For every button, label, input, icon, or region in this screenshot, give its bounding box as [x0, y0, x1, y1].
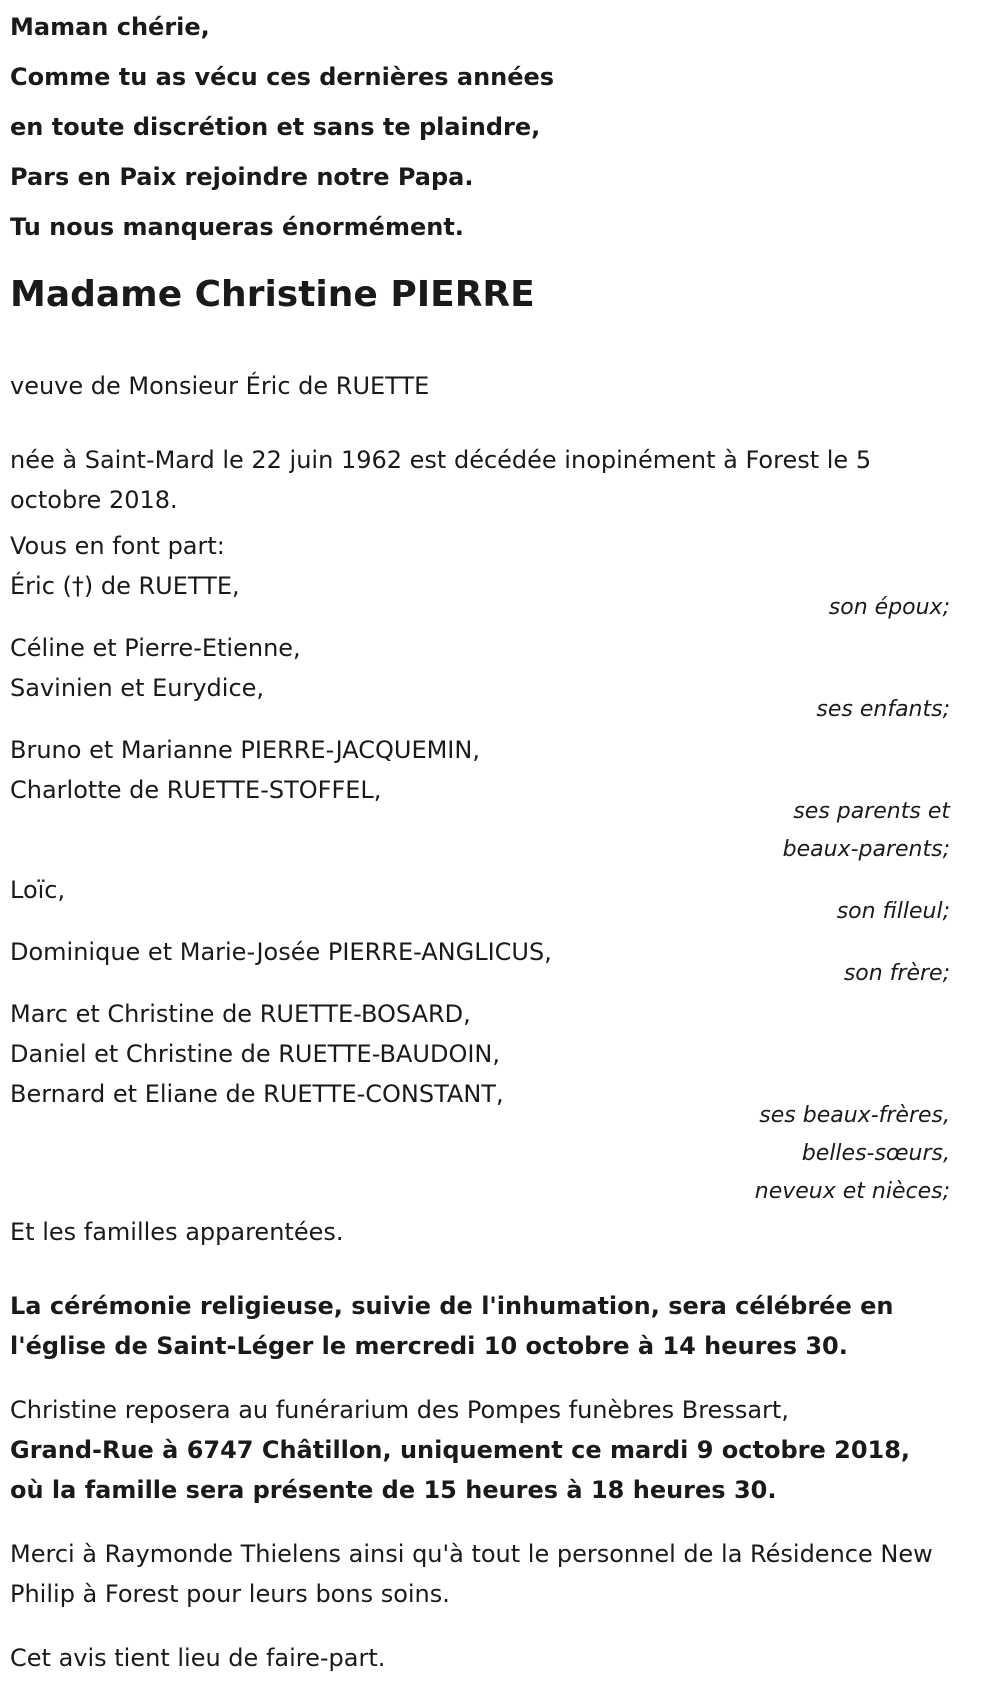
poem-line: Maman chérie, — [10, 13, 210, 41]
poem-line: Comme tu as vécu ces dernières années — [10, 63, 555, 91]
thanks-text: Merci à Raymonde Thielens ainsi qu'à tout le personnel de la Résidence New Philip à Forest pour leurs bons soins. — [10, 1540, 933, 1608]
family-member: Dominique et Marie-Josée PIERRE-ANGLICUS, — [10, 938, 552, 966]
family-group-godson — [10, 870, 950, 932]
family-member: Éric (†) de RUETTE, — [10, 572, 240, 600]
family-member: Marc et Christine de RUETTE-BOSARD, — [10, 1000, 471, 1028]
repose-bold: Grand-Rue à 6747 Châtillon, uniquement ce mardi 9 octobre 2018, où la famille sera présente de 15 heures à 18 heures 30. — [10, 1436, 911, 1504]
deceased-name: Madame Christine PIERRE — [10, 274, 535, 315]
poem-line: Tu nous manqueras énormément. — [10, 213, 464, 241]
family-role: neveux et nièces; — [754, 1179, 950, 1204]
family-group-spouse — [10, 566, 950, 628]
repose-info — [10, 1390, 950, 1510]
poem-line: en toute discrétion et sans te plaindre, — [10, 113, 541, 141]
family-group-children — [10, 628, 950, 730]
family-group-parents — [10, 730, 950, 870]
family-role: ses beaux-frères, — [759, 1103, 950, 1128]
family-role: beaux-parents; — [782, 837, 950, 862]
family-group-brother — [10, 932, 950, 994]
family-member: Charlotte de RUETTE-STOFFEL, — [10, 776, 382, 804]
ceremony-info: La cérémonie religieuse, suivie de l'inhumation, sera célébrée en l'église de Saint-Léger le mercredi 10 octobre à 14 heures 30. — [10, 1292, 894, 1360]
birth-death-info: née à Saint-Mard le 22 juin 1962 est décédée inopinément à Forest le 5 octobre 2018. — [10, 446, 872, 514]
family-member: Céline et Pierre-Etienne, — [10, 634, 301, 662]
family-member: Bruno et Marianne PIERRE-JACQUEMIN, — [10, 736, 480, 764]
family-role: ses enfants; — [816, 697, 950, 722]
notice-text: Cet avis tient lieu de faire-part. — [10, 1644, 386, 1672]
family-group-in-laws — [10, 994, 950, 1212]
announce-heading: Vous en font part: — [10, 532, 225, 560]
family-role: son filleul; — [836, 899, 950, 924]
repose-plain: Christine reposera au funérarium des Pompes funèbres Bressart, — [10, 1396, 789, 1424]
family-member: Daniel et Christine de RUETTE-BAUDOIN, — [10, 1040, 501, 1068]
family-role: belles-sœurs, — [801, 1141, 950, 1166]
family-role: son frère; — [843, 961, 950, 986]
related-families: Et les familles apparentées. — [10, 1218, 344, 1246]
widow-of: veuve de Monsieur Éric de RUETTE — [10, 372, 430, 400]
family-role: son époux; — [828, 595, 950, 620]
family-member: Loïc, — [10, 876, 66, 904]
family-member: Savinien et Eurydice, — [10, 674, 265, 702]
family-role: ses parents et — [793, 799, 950, 824]
family-member: Bernard et Eliane de RUETTE-CONSTANT, — [10, 1080, 504, 1108]
poem — [10, 0, 950, 252]
poem-line: Pars en Paix rejoindre notre Papa. — [10, 163, 474, 191]
